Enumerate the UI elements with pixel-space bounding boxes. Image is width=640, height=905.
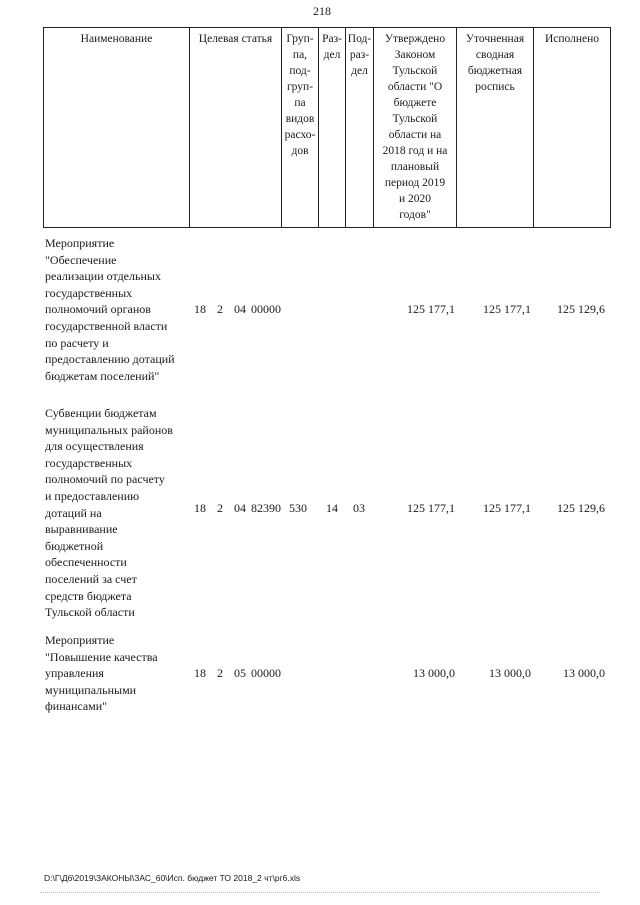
row-cs-measure: 04 bbox=[234, 501, 246, 515]
col-header-group: Груп- па, под- груп- па видов расхо- дов bbox=[282, 28, 319, 228]
row-cs-program: 18 bbox=[194, 302, 206, 316]
row-cs-program: 18 bbox=[194, 666, 206, 680]
row-cs-measure: 05 bbox=[234, 666, 246, 680]
col-header-executed: Исполнено bbox=[534, 28, 611, 228]
row-section: 14 bbox=[326, 501, 338, 515]
row-cs-subprogram: 2 bbox=[217, 501, 223, 515]
col-header-section: Раз- дел bbox=[319, 28, 346, 228]
budget-sheet bbox=[43, 27, 610, 714]
row-executed: 13 000,0 bbox=[563, 666, 605, 680]
row-name: Мероприятие "Повышение качества управления муниципальными финансами" bbox=[45, 633, 158, 714]
row-cs-subprogram: 2 bbox=[217, 302, 223, 316]
row-cs-direction: 82390 bbox=[251, 501, 281, 515]
row-cs-program: 18 bbox=[194, 501, 206, 515]
row-name: Субвенции бюджетам муниципальных районов для осуществления государственных полномочий по расчету и предоставлению дотаций на выравнивание бюджетной обеспеченности поселений за счет средств бюджета Тульской области bbox=[45, 406, 173, 620]
row-approved: 125 177,1 bbox=[407, 302, 455, 316]
row-cs-direction: 00000 bbox=[251, 666, 281, 680]
col-header-name: Наименование bbox=[44, 28, 190, 228]
row-group: 530 bbox=[289, 501, 307, 515]
row-subsection: 03 bbox=[353, 501, 365, 515]
row-cs-measure: 04 bbox=[234, 302, 246, 316]
row-approved: 125 177,1 bbox=[407, 501, 455, 515]
row-cs-direction: 00000 bbox=[251, 302, 281, 316]
row-executed: 125 129,6 bbox=[557, 302, 605, 316]
col-header-approved: Утверждено Законом Тульской области "О бюджете Тульской области на 2018 год и на плановый период 2019 и 2020 годов" bbox=[374, 28, 457, 228]
row-cs-subprogram: 2 bbox=[217, 666, 223, 680]
col-header-target: Целевая статья bbox=[190, 28, 282, 228]
footer-divider bbox=[40, 892, 600, 893]
row-refined: 125 177,1 bbox=[483, 302, 531, 316]
row-refined: 13 000,0 bbox=[489, 666, 531, 680]
row-name: Мероприятие "Обеспечение реализации отдельных государственных полномочий органов государственной власти по расчету и предоставлению дотаций бюджетам поселений" bbox=[45, 236, 175, 383]
row-executed: 125 129,6 bbox=[557, 501, 605, 515]
page-number: 218 bbox=[313, 4, 331, 18]
row-approved: 13 000,0 bbox=[413, 666, 455, 680]
row-refined: 125 177,1 bbox=[483, 501, 531, 515]
file-path-footer: D:\Г\Д6\2019\ЗАКОНЫ\ЗАС_60\Исп. бюджет ТО 2018_2 чт\рг6.xls bbox=[44, 873, 301, 883]
table-header bbox=[43, 27, 611, 228]
col-header-refined: Уточненная сводная бюджетная роспись bbox=[457, 28, 534, 228]
col-header-subsection: Под- раз- дел bbox=[346, 28, 374, 228]
